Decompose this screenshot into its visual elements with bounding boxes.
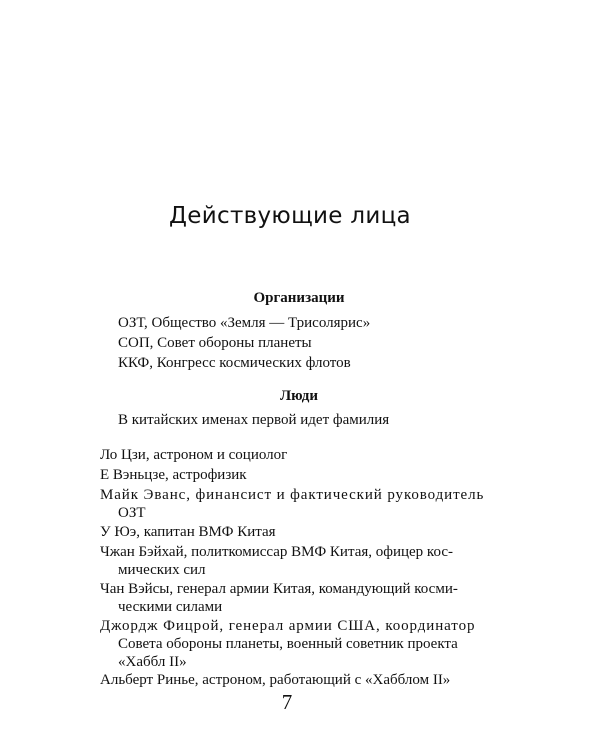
character-entry: Альберт Ринье, астроном, работающий с «Хабблом II»: [100, 672, 451, 688]
organization-item: ОЗТ, Общество «Земля — Трисолярис»: [118, 315, 371, 331]
character-entry-continuation: «Хаббл II»: [118, 654, 187, 670]
character-entry: У Юэ, капитан ВМФ Китая: [100, 524, 276, 540]
character-entry-continuation: ОЗТ: [118, 505, 146, 521]
organization-item: СОП, Совет обороны планеты: [118, 335, 312, 351]
character-entry-continuation: мических сил: [118, 562, 206, 578]
page-title: Действующие лица: [169, 203, 411, 229]
character-entry: Чан Вэйсы, генерал армии Китая, командующий косми-: [100, 581, 458, 597]
character-entry: Майк Эванс, финансист и фактический руководитель: [100, 487, 485, 503]
organizations-heading: Организации: [253, 290, 345, 306]
people-note: В китайских именах первой идет фамилия: [118, 412, 390, 428]
character-entry-continuation: ческими силами: [118, 599, 223, 615]
people-heading: Люди: [279, 388, 318, 404]
character-entry-continuation: Совета обороны планеты, военный советник проекта: [118, 636, 458, 652]
page-number: 7: [281, 690, 293, 714]
character-entry: Е Вэньцзе, астрофизик: [100, 467, 247, 483]
character-entry: Джордж Фицрой, генерал армии США, координатор: [100, 618, 476, 634]
character-entry: Ло Цзи, астроном и социолог: [100, 447, 288, 463]
character-entry: Чжан Бэйхай, политкомиссар ВМФ Китая, офицер кос-: [100, 544, 453, 560]
organization-item: ККФ, Конгресс космических флотов: [118, 355, 351, 371]
